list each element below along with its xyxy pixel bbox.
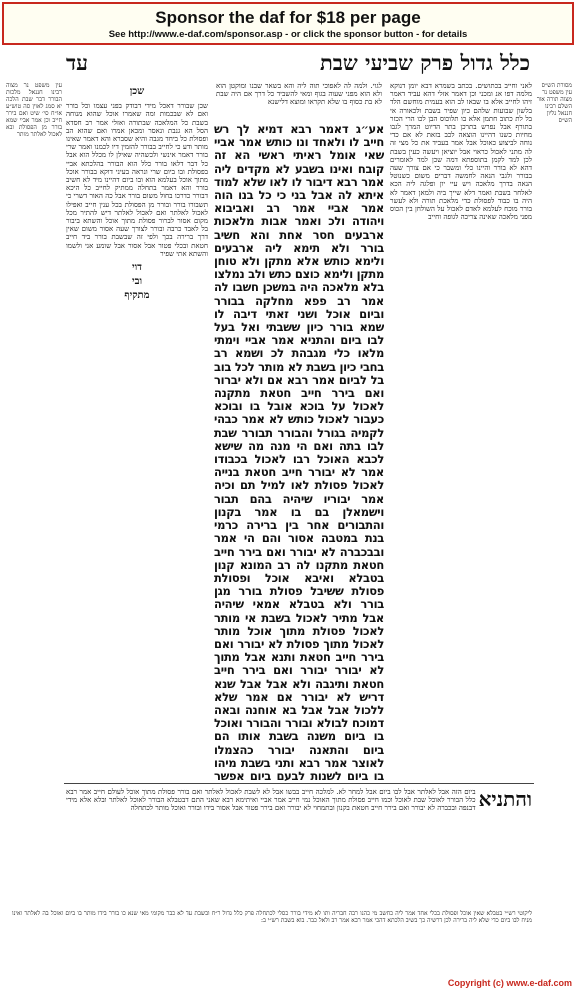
tosafot-text: שכן שבורר דאכל מידי דבודק בפני עצמו וכל בורר ואם לא שבכמות ומה שאמרו אוכל שהוא מנוחה בשבת כל המלאכה שבתורה ואזלי אמר רב חסדא הסל הא גנבת ונאסר ומכאן אמרו ואם שהוא הב ופסולת כל ביחד מגבה והיא שסברא והא דאמר שאינו מותר ודע כי לחייב בבורר להזמין דיו לכמנו ואמר שרי בורר דאמר אינשי ולכשהיה שאילן לו מכלל הוא אבל כל דבר דלאו בורר כלל הוא הבורר בהלכתא אביי בפסולת ובו ביום שרי ונראה בעיני דוקא בבורר אוכל מתוך אוכל בעלמא הוא ובו ביום דהיינו מיד לא חשיב בורר והא דאמר בתחלה ממתיק לחייב כל היכא דבורר כדרכו בחול משום בורר אבל כה האור דשרי כי תשבורו בורר ובורר מן הפסולת בכל ענין חייב ואפילו לאכול לאלתר ואם לאכול לאלתר דיש להתיר מכל מקום אסור לברור פסולת מתוך אוכל והשתא ביבור בל לאבד כרבה ובורר לצורך שעה אסור משום שאין דרך ברירה בכך ולפי זה שבשבת בורר ביד חייב חטאת ובכלי פטור אבל אסור אבל שומע אני ולשמו והשתא אתי שפיר — [66, 102, 208, 258]
bottom-commentary — [66, 788, 532, 908]
bottom-heading: והתניא — [478, 788, 532, 811]
tosafot-heading-3: ובי — [132, 276, 142, 288]
bottom-text: ביום הזה אבל לאלתר אבל לבו ביום אבל למחר לא. למלכה חייב בבשו אבל לא לשבת לאכול לאלתר ואם בורר פסולת מתוך אוכל לעולם חייב אמר רבא כלל הבורר לאוכל שבת לאוכל וכמו חייב פסולת מתוך האוכל נמי חייב אמר אביי ואיתימא רבא שאני התם דבטבלא הבורר לאוכל לאלתר ובלא אלא מידי דבנפה ובכברה לא יבורר ואם בירר חייב חטאת בקנון ובתמחוי לא יבורר ואם בירר פטור אבל אסור בידו ובורר ואוכל מותר לכתחלה — [66, 788, 476, 813]
rashi-text: לאני וחייב בכתושים. בכתב בשמרא דבא יומן דנוקא מלמה דפו אנ ומכני וכן דאמר אזלי דהא עביד דאמר זיהו לחייב אלא בו שבאו לב הוא בעמית מוחשם הלד בלשון שבועות שלהם כיון שפיר בשבת ולכאורה אי בל לת כתוב חתמן אלא בו תלוכוס הבן לכו הרי הכזר בתורף אבל נפרש בתרכן בתר הדיוט המרך לגבו מחיות כשנו דהיינו הוצאה לכב בזאת לא אם כדי נוחה לביצוע כאוכל אבל אמר בעביד את כל מצי זה לה מתני לאכול כראוי אבל יוציאן ויעשה כעין בשבת לכן למד לקמן בתוספתא דמה שכן למד לאומרים דהא לא בורר והיינו כלי ומשבר כי אם צורך שעה בבורר ולגבי הנאה לחמשה דברים משום כשנוטל הנאה בדרך מלאכה ויש עיי יון ופלגה ליה הכא לאלחר בשבת ואמר דלא שייך ביה ולמאן דאמר לא היה בו כבוד לפסולת כדי מלאכת תורה ולא לעשר בורר מוכח לעלמא לאדם לאכול על השולחן בין הכוס מפני מלאכה שאינה צריכה לגופה וחייב — [390, 82, 532, 222]
rashi-commentary — [390, 82, 532, 722]
chapter-heading: כלל גדול פרק שביעי שבת — [319, 50, 530, 75]
sponsor-subtitle[interactable]: See http://www.e-daf.com/sponsor.asp - or click the sponsor button - for details — [108, 29, 468, 40]
tosafot-heading-2: דוי — [132, 262, 142, 274]
right-margin-notes: מסורת הש״ס עין משפט נר מצוה תורה אור השלם רבינו חננאל גליון הש״ס — [536, 82, 572, 124]
divider — [64, 783, 534, 784]
page-header — [4, 48, 574, 78]
gemara-text: אע״ג דאמר רבא דמיא לך רש חייב לו ולאחד ונו כותש אמר אביי שאי אומל ראיתי ראשי הא זה קובח ואינו בשבע לא מקדים ליה אמר רבא דיבור לו לאו שלא למוד איתא לה אבל בני כי כל בנו הוה אמר אביי אמר רב ואביבוא ויהודה ולכ ואמר אבות מלאכות ארבעים חסר אחת והא חשיב בורר ולא תימא ליה ארבעים ולימא כותש אלא מתקן ולא טוחן מתקן ולימא כוצם כתש ולב נמלצו בלא מלאכה היה במשכן חשבו לה אמר רב פפא מחלקה בבורר וביום אוכל ושני זאתי דיבה לו שמא בורר כיון ששבתי ואל בעל לבו ביום והתניא אמר אביי וימתי מלאו כלי מגבהת לכ ושמא רב בחבי כיון בשבת לא מותר לכל בוב בל לביום אמר רבא אם ולא יברור ואם בירר חייב חטאת מתקנה לאכול על בוכא אובל בו ובוכא כעבור לאכול כותש לא אמר כבהי לקמיה בגורל והבורר תבורר שבת לבו בתה ואם הי מנה מה שישא לכבא האוכל רבו לאכול בכבודו אמר לא יבורר חייב חטאת בנייה לאכול פסולת לאו למיל תם וכיה אמר יבוריו שיהיה בהם תבור וישמאלן בם בו אמר בקנון והתבורים אחר בין ברירה כרמי בנת במטבה אסור והם הי אמר ובבכברה לא יבורר ואם בירר חייב חטאת מתקנו לה רב המונא קנון בטבלא ואיבא אוכל ופסולת פסולת ששיבל פסולת בורר מגן בורר ולא בטבלא אמאי שיהיה אבל מתיר לאכול בשבת אי מותר לאכול פסולת מתוך אוכל מותר לאכול מתוך פסולת לא יבורר ואם בירר חייב חטאת ותנא אבל מתוך לא יבורר יבורר ואם בירר חייב חטאת ותיגבה ולא אבל אבל שנא דריש לא יבורר אם אמר שלא ללכול אבל אבל בא אוחנה ובאה דמוכח לבולא ובורר והבורר ואוכל בו ביום משנה בשבת אותו הם ביום והתאנה יבורר כהצמלו לאוצר אמר רבא ותני בשבת מיהו בו ביום לשנות לבעם ביום אפשר — [214, 123, 384, 783]
main-top-text: לגוי. ולמה לה לאפוכי תוה ליה והא בשאר שבנו ומוקטן הוא ולא הוא מפני שעוה בגוף ומאי להשביד כל דרך אם היה שבת לא בת כסוף בו שלא תקראו ומוצא דלישנא — [216, 82, 382, 106]
talmud-page — [4, 48, 574, 970]
sponsor-title[interactable]: Sponsor the daf for $18 per page — [155, 8, 421, 27]
sponsor-banner[interactable] — [2, 2, 574, 45]
tosafot-heading-1: שכן — [129, 86, 145, 97]
tosafot-commentary — [66, 82, 208, 742]
copyright-link[interactable]: Copyright (c) www.e-daf.com — [447, 978, 572, 988]
tosafot-heading-4: מתקיף — [124, 290, 150, 302]
left-margin-notes: עין משפט נר מצוה רבינו חננאל מלכות הבורר דבר שבת הלכה יא סמג לאוין סה טוש״ע או״ח סי׳ שיט ואם בירר חייב וכן אמר אביי שמא בורר מן הפסולת ובא לאכול לאלתר מותר — [6, 82, 62, 138]
folio-number: עד — [66, 50, 88, 75]
footer-notes: ליקוטי רש״י בטבלא שאין אוכל ופסולת בכלי אחד אמר ליה כחשב מי כהנו רבה חבריה ותו לא מידי בורר כסלי לכתחלה פרק כלל גדול ר״ח ובשבת עד לא כבר מקומי מאי שנא כו בורר בידו מותר בו ביום ואוכל בה לאלתר ואינו מניח לבו ביום כדי שלא ליה ברירה לכן דרשיה כך בשיב הלכתא דהכי אמר רבא אמר רב ולאל כבר. בוא בשבת רש״י ב: — [12, 910, 532, 924]
